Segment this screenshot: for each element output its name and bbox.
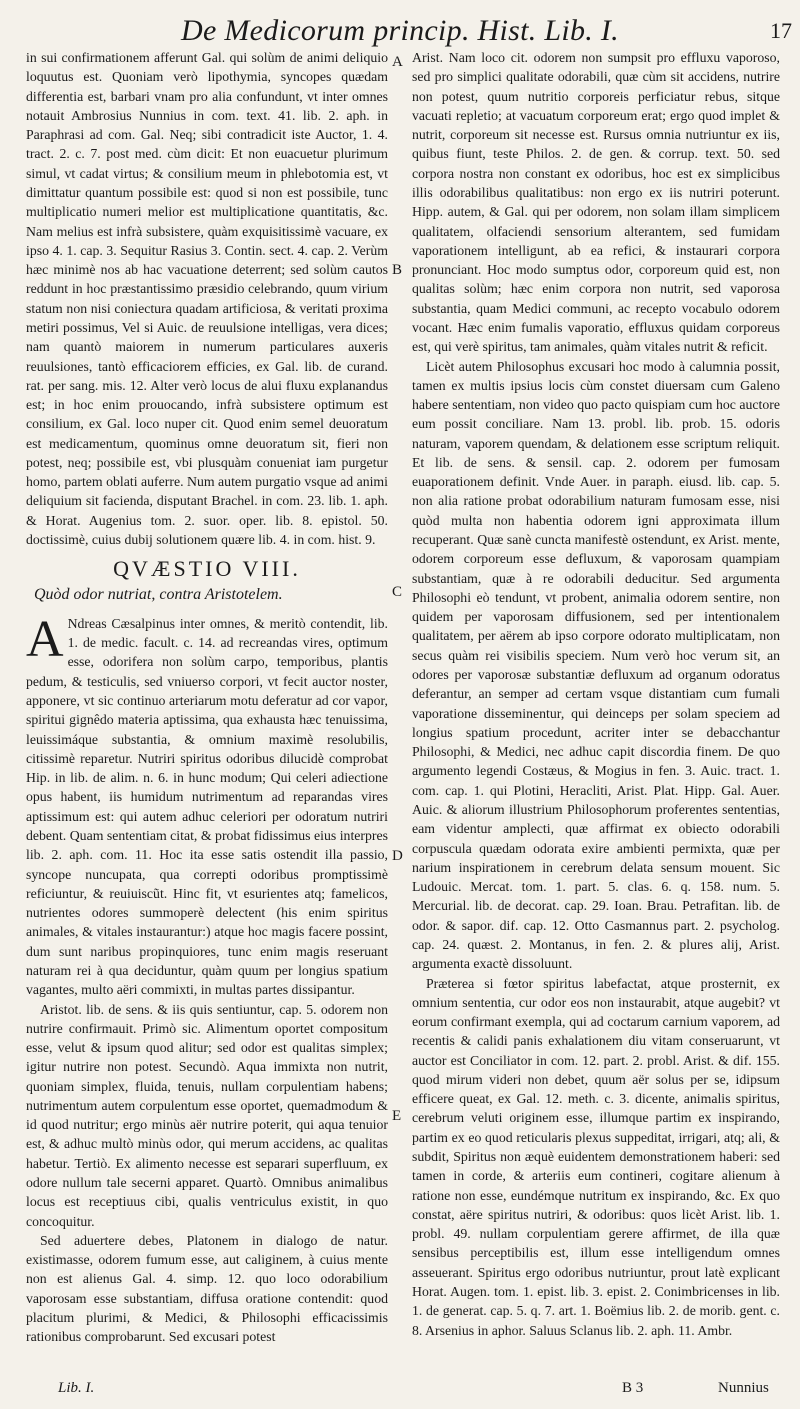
running-head: De Medicorum princip. Hist. Lib. I. — [181, 14, 619, 47]
left-paragraph-2-text: Ndreas Cæsalpinus inter omnes, & meritò contendit, lib. 1. de medic. facult. c. 14. ad recreandas vires, optimum esse, odorifera non solùm carpo, temporibus, plantis pedum, & testiculis, sed vniuerso corpori, vt fecit auctor noster, apponere, vt sic continuo arteriarum motu deferatur ad cor vapor, spiritui gignêdo materia aptissima, qua exhausta hæc tenuissima, leuissimáque substantia, & omnium maximè resolubilis, citissimè reparetur. Nutriri spiritus odoribus dilucidè comprobat Hip. in lib. de alim. n. 6. in hunc modum; Qui celeri adiectione opus habent, iis humidum nutrimentum ad reparandas vires aptissimum est: qui autem adhuc celeriori per odoratum nutriri debent. Quam sententiam citat, & probat fidissimus eius interpres lib. 2. aph. com. 11. Hoc ita esse satis ostendit illa passio, syncope nuncupata, qua correpti odoribus promptissimè reficiuntur, & reuiuiscũt. Hinc fit, vt esurientes atq; famelicos, nutrientes odores summoperè delectent (his enim spiritus animales, & vitales instaurantur:) atque hoc magis facere possint, dum sunt naribus propinquiores, tunc enim magis reseruant naturam rei à qua deciduntur, quàm quum per longius spatium vagantes, multo aëri commixti, in multas partes dissipantur. — [26, 615, 388, 998]
margin-letter-c: C — [392, 584, 403, 600]
right-paragraph-3: Præterea si fœtor spiritus labefactat, atque prosternit, ex omnium sententia, cur odor eos non instaurabit, atque augebit? vt eorum confirmant exempla, qui ad coctarum carnium vaporem, ad recentis & calidi panis exhalationem diu vitam conseruarunt, vt auctor est Conciliator in com. 12. part. 2. probl. Arist. & dif. 155. quod mirum videri non debet, quum aër solus per se, idipsum efficere queat, ex Gal. 12. meth. c. 3. dicente, animalis spiritus, cerebrum veluti originem esse, illumque partim ex inspirando, partim ex eo quod reticularis plexus suppeditat, irrigari, atq; ali, & subdit, Spiritus non æquè euidentem demonstrationem haberi: sed tamen in corde, & arteriis eum contineri, cogitare alienum à ratione non esse, eundémque nutritum ex inspirando, &c. Ex quo constat, aëre spiritus nutriri, & odoribus: quos licèt Arist. lib. 1. probl. 49. nullam corpulentiam gerere affirmet, de illa quæ sensibus perceptibilis est, illum esse intelligendum omnes asseuerant. Spiritus ergo odoribus nutriuntur, prout latè explicant Horat. Augen. tom. 1. epist. lib. 3. epist. 2. Conimbricenses in lib. 1. de generat. cap. 5. q. 7. art. 1. Boëmius lib. 2. de morib. gent. c. 8. Arsenius in aphor. Saluus Sclanus lib. 2. aph. 11. Ambr. — [412, 975, 780, 1338]
margin-letter-e: E — [392, 1108, 402, 1124]
page-footer — [0, 1380, 800, 1404]
footer-book-label: Lib. I. — [58, 1380, 95, 1396]
margin-letter-d: D — [392, 848, 403, 864]
signature-mark: B 3 — [622, 1380, 644, 1396]
catchword: Nunnius — [718, 1380, 769, 1396]
page-number: 17 — [770, 18, 792, 43]
left-paragraph-1: in sui confirmationem afferunt Gal. qui solùm de animi deliquio loquutus est. Quoniam verò lipothymia, syncopes quædam differentia est, barbari vnam pro alia confundunt, vt inter omnes notauit Ambrosius Nunnius in com. text. 41. lib. 2. aph. in Paraphrasi ad com. Gal. Neq; sibi contradicit iste Auctor, 1. 4. tract. 2. c. 7. post med. cùm dicit: Et non euacuetur plurimum simul, vt cadat virtus; & consilium meum in phlebotomia est, vt dimittatur quantum possibile est: quod si non est possibile, tunc multiplicatio numeri melior est multiplicatione quantitatis, &c. Nam melius est infrà subsistere, quàm exquisitissimè vacuare, ex ipso 4. 1. cap. 3. Sequitur Rasius 3. Contin. sect. 4. cap. 2. Verùm hæc minimè nos ab hac vacuatione deterrent; sed solùm cautos reddunt in hoc præstantissimo præsidio celebrando, quum virium statum non nisi coniectura quadam artificiosa, & veritati proxima metiri possimus, Vel si Auic. de reuulsione intelligas, vera dices; nam quantò maiorem in numerum particulares auxeris reuulsiones, tantò efficaciorem efficies, ex Gal. lib. de curand. rat. per sang. mis. 12. Alter verò locus de alui fluxu explanandus est; in hoc enim prouocando, infrà subsistere optimum est consilium, ex Gal. loco nuper cit. Quod enim semel deuoratum est medicamentum, quominus omne deuoratum sit, fieri non potest, neq; possibile est, vbi plusquàm conueniat iam purgetur homo, partem oblati auferre. Num autem purgatio vsque ad animi deliquium sit facienda, disputant Brachel. in com. 23. lib. 1. aph. & Horat. Augenius tom. 2. suor. oper. lib. 8. epistol. 50. doctissimè, cuius dubij solutionem quære lib. 4. in com. hist. 9. — [26, 50, 388, 548]
margin-letter-b: B — [392, 262, 403, 278]
left-paragraph-4: Sed aduertere debes, Platonem in dialogo de natur. existimasse, odorem fumum esse, aut caliginem, à cuius mente non est alienus Gal. 4. simp. 12. quo loco odorabilium vaporosam esse substantiam, diffusa oratione contendit: quod placitum plurimi, & Medici, & Philosophi efficacissimis rationibus comprobarunt. Sed excusari potest — [26, 1232, 388, 1345]
right-column — [412, 48, 780, 1340]
right-paragraph-1: Arist. Nam loco cit. odorem non sumpsit pro effluxu vaporoso, sed pro simplici qualitate odorabili, quæ cùm sit accidens, nutrire non potest, quum nutritio corporeis perficiatur rebus, sitque vacuati repletio; at vacuatum corporeum erat; ergo quod implet & nutrit, corporeum sit necesse est. Rursus omnia nutriuntur ex iis, quibus fiunt, teste Philos. 2. de gen. & corrup. text. 50. sed corpora nostra non constant ex odoribus, hoc est ex simplicibus illis odorabilibus qualitatibus: non ergo ex iis nutriri poterunt. Hipp. autem, & Gal. qui per odorem, non solam illam simplicem qualitatem, olfaciendi sensorium alterantem, sed fumidam vaporationem intelligunt, ab ea refici, & instaurari corpora pronunciant. Hoc modo sumptus odor, corporeum quid est, non qualitas solùm; hæc enim corpora non nutrit, sed vaporosa substantia, quam Medici communi, ac recepto vocabulo odorem vocant. Hæc enim fumalis vaporatio, effluxus quidam corporeus est, qui verè spiritus, tam animales, quàm vitales nutrit & reficit. — [412, 50, 780, 355]
margin-letter-a: A — [392, 54, 403, 70]
question-title: QVÆSTIO VIII. — [113, 556, 301, 582]
left-column — [26, 48, 388, 1347]
left-paragraph-2 — [26, 610, 388, 1000]
question-subtitle: Quòd odor nutriat, contra Aristotelem. — [34, 585, 283, 603]
page-header — [0, 12, 800, 52]
left-paragraph-3: Aristot. lib. de sens. & iis quis sentiuntur, cap. 5. odorem non nutrire confirmauit. Primò sic. Alimentum oportet compositum esse, velut & ipsum quod alitur; sed odor est qualitas simplex; igitur nutrire non potest. Secundò. Aqua immixta non nutrit, quoniam simplex, fluida, tenuis, nullam corpulentiam habens; nutrimentum autem corpulentum esse oportet, quemadmodum & id quod nutritur; ergo minùs aër nutrire poterit, qui aqua tenuior est, & adhuc multò minùs odor, qui merum accidens, ac qualitas habetur. Tertiò. Ex alimento necesse est separari superfluum, ex odore nullum tale secerni apparet. Quartò. Omnibus animalibus locus est receptiuus cibi, qualis ventriculus existit, in quo concoquitur. — [26, 1001, 388, 1229]
drop-cap: A — [26, 610, 64, 668]
right-paragraph-2: Licèt autem Philosophus excusari hoc modo à calumnia possit, tamen ex multis ipsius locis cùm constet diuersam cum Galeno habere sententiam, non video quo pacto quispiam cum hoc auctore eum possit conciliare. Nam 13. probl. lib. prob. 15. odoris naturam, vaporem quendam, & delationem esse scriptum reliquit. Et lib. de sens. & sensil. cap. 2. odorem per fumosam euaporationem definit. Vnde Auer. in paraph. eiusd. lib. cap. 5. non alia ratione probat odorabilium naturam fumosam esse, nisi quòd multa non habentia odorem igni approximata illum recuperant. Quæ sanè cuncta manifestè ostendunt, ex Arist. mente, odorem corporeum esse defluxum, & vaporosam quampiam substantiam, quæ à re odorabili deducitur. Sed argumenta Philosophi eò tendunt, vt probent, animalia odorem sentire, non quidem per vaporosam diffusionem, sed per intentionalem qualitatem, per aërem ab ipso corpore odorato multiplicatam, non secus quàm rei visibilis speciem. Num verò hoc verum sit, an odores per vaporosæ substantiæ defluxum ad organum odoratus deferantur, an semper ad certam vsque distantiam cum fumali vaporatione disseminentur, qui deinceps per solam speciem ad longius spatium procedunt, acriter inter se debacchantur Philosophi, & Medici, nec adhuc capit discordia finem. De quo argumento legendi Costæus, & Mogius in fen. 3. Auic. tract. 1. com. cap. 1. qui Plotini, Heracliti, Arist. Plat. Hipp. Gal. Auer. Auic. & aliorum illustrium Philosophorum proferentes sententias, eam videntur amplecti, quæ affirmat ex obiecto odorabili corpuscula quædam odorata exire ambienti permixta, quæ per narium inspirationem in cerebrum delata sensum mouent. Sic Ludouic. Mercat. tom. 1. part. 5. clas. 6. q. 158. num. 5. Mercurial. lib. de decorat. cap. 29. Ioan. Brau. Petrafitan. lib. de odor. & sapor. dif. cap. 12. Otto Casmannus part. 2. psycholog. cap. 24. quæst. 2. Montanus, in fen. 2. & plures alij, Arist. argumenta exactè dissoluunt. — [412, 358, 780, 972]
